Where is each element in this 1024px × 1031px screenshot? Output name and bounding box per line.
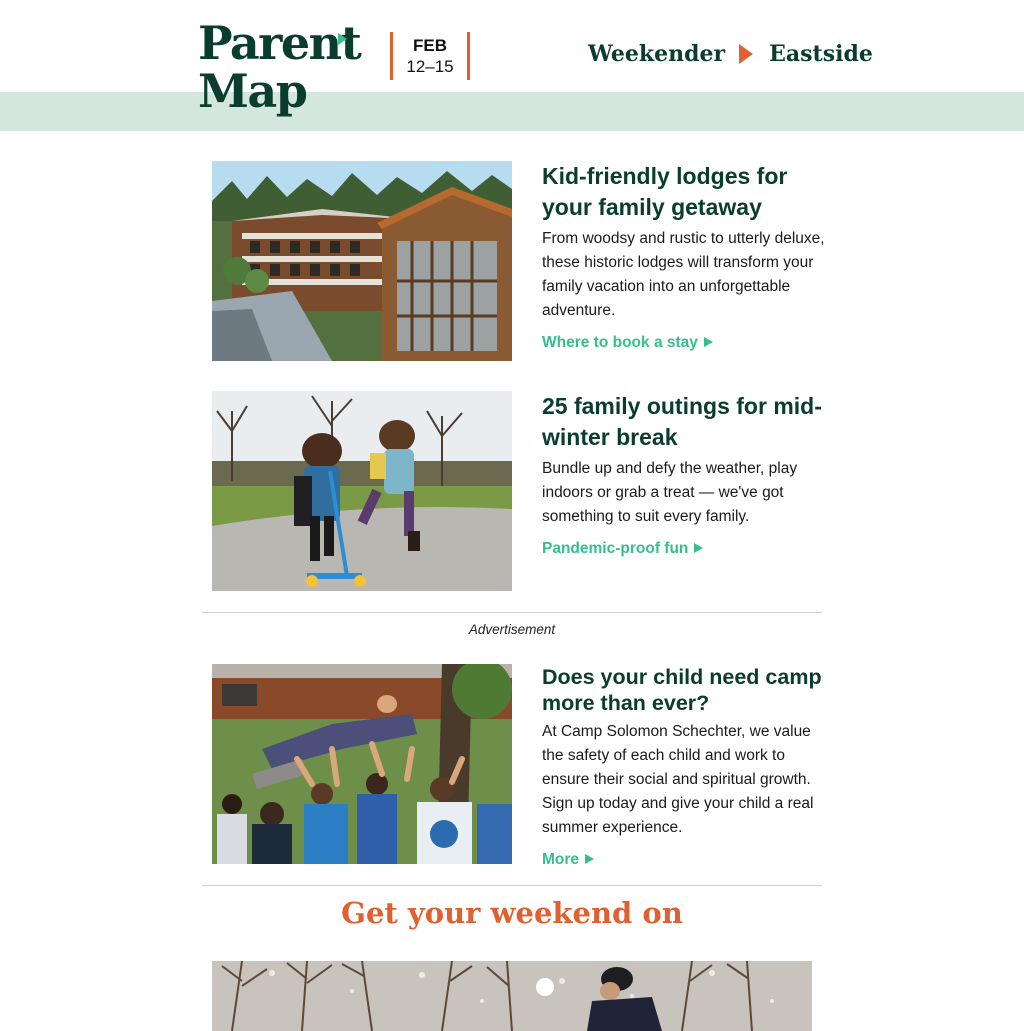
kids-scooter-photo[interactable] — [212, 391, 512, 591]
more-link[interactable] — [542, 851, 594, 869]
divider — [202, 612, 822, 613]
link-label: Where to book a stay — [542, 334, 698, 351]
pandemic-proof-link[interactable] — [542, 540, 703, 558]
snow-forest-photo[interactable] — [212, 961, 812, 1031]
article-text — [542, 664, 827, 869]
article-description: From woodsy and rustic to utterly deluxe, these historic lodges will transform your family vacation into an unforgettable adventure. — [542, 230, 825, 319]
link-label: Pandemic-proof fun — [542, 540, 689, 557]
where-to-book-link[interactable] — [542, 334, 713, 352]
edition-name: Weekender — [588, 41, 726, 67]
article-text — [542, 161, 827, 352]
play-arrow-icon — [694, 543, 703, 553]
logo-flag-icon — [338, 33, 347, 45]
article-title[interactable]: Does your child need camp more than ever? — [542, 665, 822, 715]
camp-photo[interactable] — [212, 664, 512, 864]
logo-line-1: Parent — [198, 16, 361, 70]
link-label: More — [542, 851, 580, 868]
edition-title — [588, 38, 873, 70]
play-arrow-icon — [704, 337, 713, 347]
edition-region: Eastside — [769, 41, 873, 67]
issue-date — [390, 32, 470, 80]
article-title[interactable]: Kid-friendly lodges for your family getaway — [542, 163, 788, 220]
article-text — [542, 391, 827, 558]
issue-days: 12–15 — [406, 57, 454, 76]
parentmap-logo[interactable] — [198, 16, 361, 122]
advertisement-label: Advertisement — [468, 622, 556, 637]
section-heading: Get your weekend on — [341, 896, 683, 930]
header-band — [0, 92, 1024, 131]
play-arrow-icon — [739, 44, 753, 64]
divider — [202, 885, 822, 886]
article-description: Bundle up and defy the weather, play indoors or grab a treat — we've got something to suit every family. — [542, 460, 798, 525]
issue-month: FEB — [413, 36, 447, 55]
article-title[interactable]: 25 family outings for mid-winter break — [542, 393, 822, 450]
play-arrow-icon — [585, 854, 594, 864]
article-description: At Camp Solomon Schechter, we value the safety of each child and work to ensure their social and spiritual growth. Sign up today and give your child a real summer experience. — [542, 723, 814, 836]
logo-line-2: Map — [198, 64, 307, 118]
lodge-photo[interactable] — [212, 161, 512, 361]
